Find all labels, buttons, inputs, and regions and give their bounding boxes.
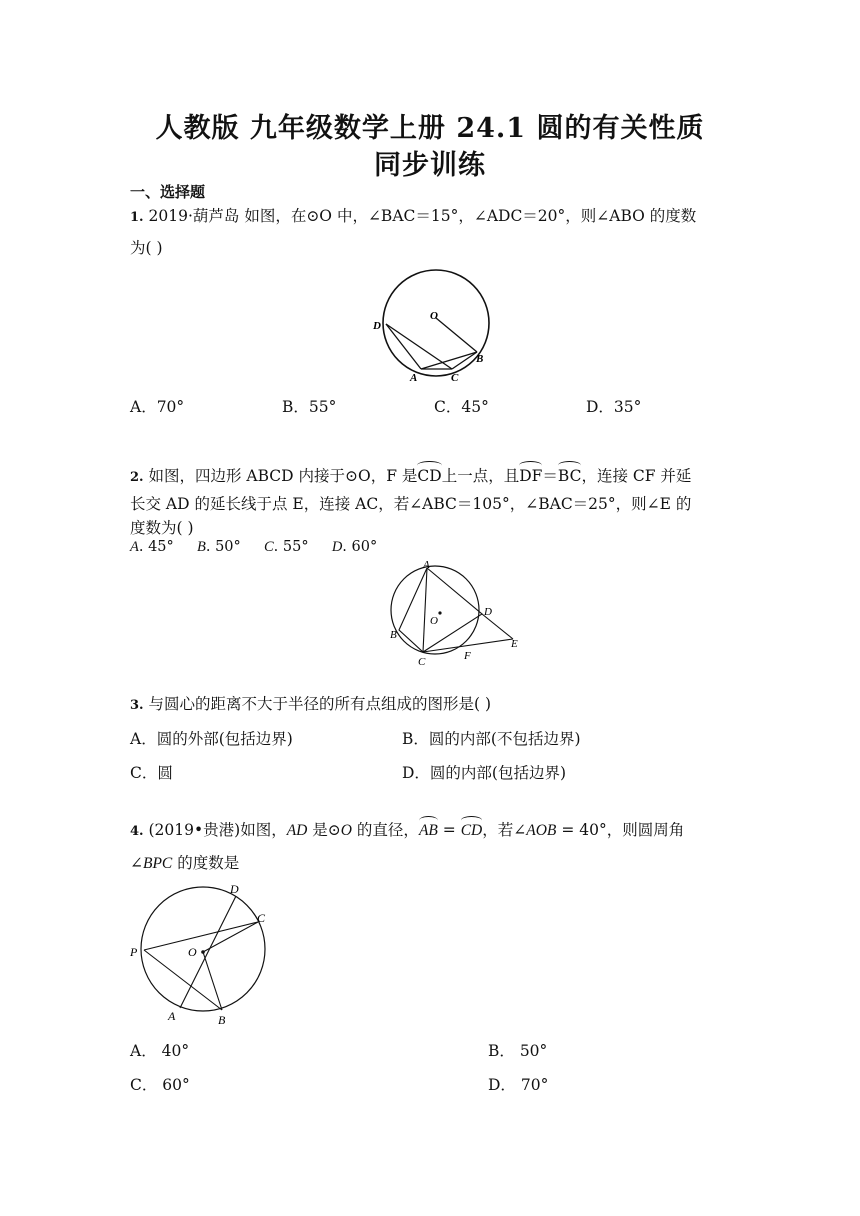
q3-option-a[interactable]: A．圆的外部(包括边界)	[130, 730, 293, 748]
q1-label-o: O	[430, 310, 438, 322]
q2-text-c: ＝	[542, 467, 558, 485]
q4-label-a: A	[168, 1009, 176, 1023]
q2-line3: 度数为( )	[130, 519, 194, 537]
q1-circle	[383, 270, 489, 376]
q4-center-dot	[201, 950, 205, 954]
q2-text-a: 如图，四边形 ABCD 内接于⊙O，F 是	[143, 467, 418, 485]
q4-text-o: O	[340, 822, 352, 839]
q2-option-c[interactable]: C. 55°	[264, 539, 309, 555]
q4-text-end: 的度数是	[172, 854, 240, 872]
q4-label-b: B	[218, 1013, 226, 1027]
q2-arc-df: DF	[519, 467, 543, 485]
q2-quadrilateral	[399, 568, 482, 652]
q4-text-bpc: BPC	[143, 855, 173, 872]
q1-option-c[interactable]: C．45°	[434, 398, 489, 416]
q1-segment-ob	[436, 318, 477, 352]
q1-segment-da	[386, 324, 421, 369]
q4-label-p: P	[130, 945, 138, 959]
q2-label-b: B	[390, 629, 397, 641]
q4-text-angle: ∠	[130, 854, 143, 872]
q4-line1	[130, 818, 684, 840]
q3-line	[130, 692, 491, 714]
q2-options	[130, 539, 377, 556]
q4-text-h: = 40°，则圆周角	[556, 821, 685, 839]
q4-option-d[interactable]: D． 70°	[488, 1076, 549, 1094]
q4-arc-cd: CD	[460, 822, 483, 839]
q2-text-b: 上一点，且	[441, 467, 520, 485]
q3-number: 3.	[130, 698, 144, 713]
q2-center-dot	[438, 611, 441, 614]
q2-number: 2.	[130, 470, 144, 485]
doc-title-line1: 人教版 九年级数学上册 24.1 圆的有关性质	[155, 113, 705, 144]
q4-label-d: D	[230, 882, 239, 896]
q2-line2: 长交 AD 的延长线于点 E，连接 AC，若∠ABC＝105°，∠BAC＝25°，则∠E 的	[130, 495, 692, 513]
q2-label-c: C	[418, 656, 426, 668]
q2-option-b[interactable]: B. 50°	[197, 539, 241, 555]
q2-label-e: E	[511, 638, 518, 650]
q4-text-a: (2019•贵港)如图，	[143, 821, 287, 839]
q2-segment-ac	[423, 568, 427, 652]
q1-option-d[interactable]: D．35°	[586, 398, 642, 416]
q4-circle	[141, 887, 265, 1011]
q4-option-a[interactable]: A． 40°	[130, 1042, 190, 1060]
q1-label-d: D	[373, 320, 381, 332]
q2-label-a: A	[423, 559, 430, 571]
q1-figure	[366, 266, 496, 388]
q4-text-eq: =	[437, 821, 461, 839]
q1-label-a: A	[410, 372, 418, 384]
q4-label-o: O	[188, 945, 197, 959]
q1-option-a[interactable]: A．70°	[130, 398, 185, 416]
q4-text-e: 的直径，	[352, 821, 419, 839]
q4-text-c: 是⊙	[307, 821, 341, 839]
q4-arc-ab: AB	[418, 822, 438, 839]
q4-number: 4.	[130, 824, 144, 839]
q3-text: 与圆心的距离不大于半径的所有点组成的图形是( )	[143, 695, 492, 713]
q4-segment-ob	[203, 952, 222, 1010]
q1-line1	[130, 204, 696, 226]
q2-option-a[interactable]: A. 45°	[130, 539, 174, 555]
q4-figure	[126, 878, 276, 1028]
q4-segment-pc	[144, 922, 258, 950]
q2-figure	[385, 558, 525, 670]
section-heading: 一、选择题	[130, 183, 206, 201]
q4-line2	[130, 851, 239, 873]
doc-title-line2: 同步训练	[374, 150, 486, 181]
q1-line2: 为( )	[130, 239, 163, 257]
q2-label-d: D	[484, 606, 492, 618]
q4-text-ad: AD	[286, 822, 308, 839]
q4-text-aob: AOB	[526, 822, 557, 839]
q4-option-c[interactable]: C． 60°	[130, 1076, 190, 1094]
q4-segment-oc	[203, 922, 258, 952]
q2-label-o: O	[430, 615, 438, 627]
q2-option-d[interactable]: D. 60°	[331, 539, 378, 555]
q1-text-line1: 2019·葫芦岛 如图，在⊙O 中，∠BAC＝15°，∠ADC＝20°，则∠ABO 的度数	[148, 207, 697, 225]
q3-option-d[interactable]: D．圆的内部(包括边界)	[402, 764, 567, 782]
q2-line1	[130, 464, 691, 486]
q4-option-b[interactable]: B． 50°	[488, 1042, 548, 1060]
q2-arc-bc: BC	[557, 467, 582, 485]
q3-option-c[interactable]: C．圆	[130, 764, 173, 782]
q1-option-b[interactable]: B．55°	[282, 398, 337, 416]
q1-number: 1.	[130, 210, 144, 225]
q3-option-b[interactable]: B．圆的内部(不包括边界)	[402, 730, 581, 748]
q2-text-d: ，连接 CF 并延	[581, 467, 692, 485]
q1-label-b: B	[476, 353, 484, 365]
q4-text-f: ，若∠	[482, 821, 527, 839]
q4-label-c: C	[257, 911, 266, 925]
q2-label-f: F	[464, 650, 471, 662]
q2-circle	[391, 566, 479, 654]
q2-arc-cd: CD	[417, 467, 442, 485]
q1-label-c: C	[451, 372, 459, 384]
